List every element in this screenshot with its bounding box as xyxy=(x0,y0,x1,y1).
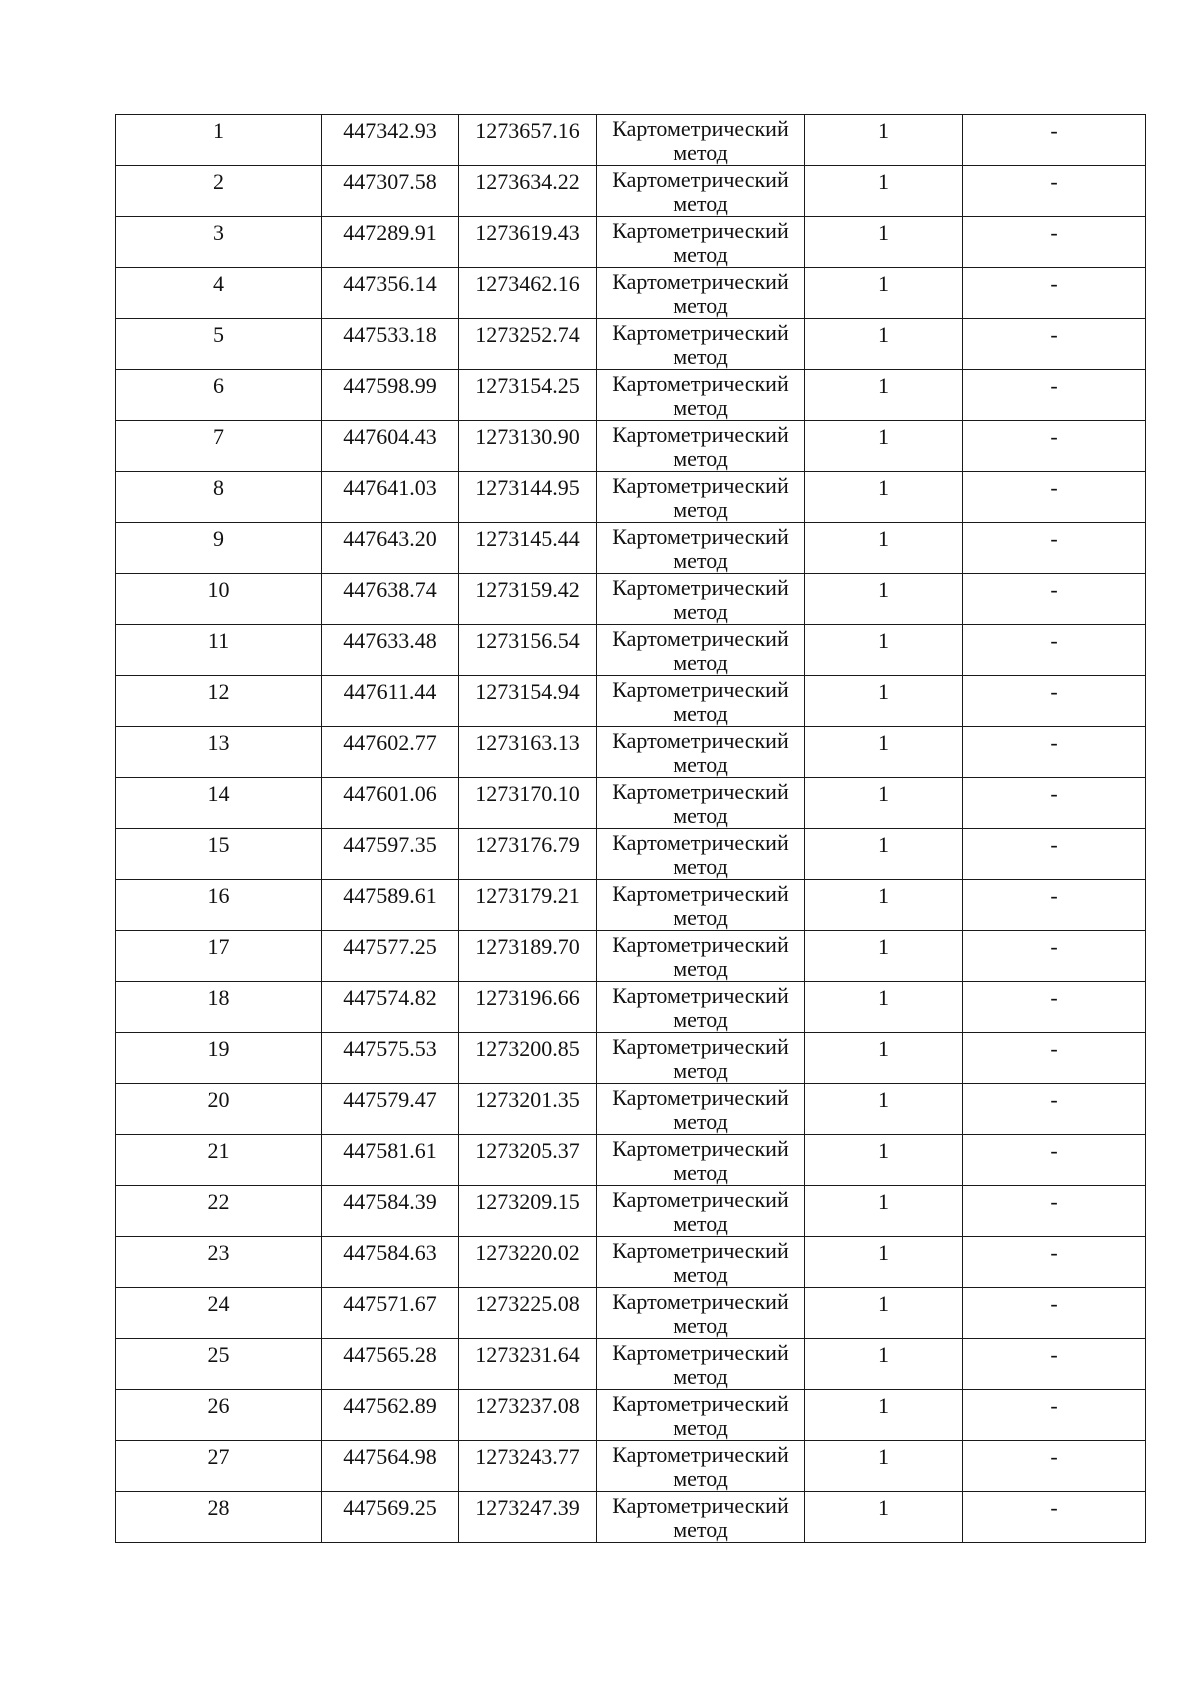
note-cell: - xyxy=(963,880,1146,931)
accuracy-cell: 1 xyxy=(805,1135,963,1186)
method-cell: Картометрический метод xyxy=(597,1288,805,1339)
accuracy-cell: 1 xyxy=(805,880,963,931)
note-cell: - xyxy=(963,625,1146,676)
y-coordinate-cell: 1273179.21 xyxy=(459,880,597,931)
table-row xyxy=(116,931,1146,982)
method-cell: Картометрический метод xyxy=(597,727,805,778)
point-number-cell: 8 xyxy=(116,472,322,523)
x-coordinate-cell: 447571.67 xyxy=(322,1288,459,1339)
accuracy-cell: 1 xyxy=(805,268,963,319)
y-coordinate-cell: 1273462.16 xyxy=(459,268,597,319)
table-row xyxy=(116,1492,1146,1543)
accuracy-cell: 1 xyxy=(805,115,963,166)
accuracy-cell: 1 xyxy=(805,574,963,625)
table-row xyxy=(116,880,1146,931)
point-number-cell: 3 xyxy=(116,217,322,268)
note-cell: - xyxy=(963,1288,1146,1339)
point-number-cell: 23 xyxy=(116,1237,322,1288)
table-row xyxy=(116,166,1146,217)
x-coordinate-cell: 447601.06 xyxy=(322,778,459,829)
accuracy-cell: 1 xyxy=(805,829,963,880)
x-coordinate-cell: 447584.63 xyxy=(322,1237,459,1288)
x-coordinate-cell: 447307.58 xyxy=(322,166,459,217)
note-cell: - xyxy=(963,778,1146,829)
x-coordinate-cell: 447611.44 xyxy=(322,676,459,727)
accuracy-cell: 1 xyxy=(805,778,963,829)
note-cell: - xyxy=(963,370,1146,421)
point-number-cell: 16 xyxy=(116,880,322,931)
accuracy-cell: 1 xyxy=(805,931,963,982)
note-cell: - xyxy=(963,268,1146,319)
table-row xyxy=(116,1237,1146,1288)
note-cell: - xyxy=(963,727,1146,778)
x-coordinate-cell: 447342.93 xyxy=(322,115,459,166)
y-coordinate-cell: 1273205.37 xyxy=(459,1135,597,1186)
x-coordinate-cell: 447579.47 xyxy=(322,1084,459,1135)
note-cell: - xyxy=(963,1135,1146,1186)
point-number-cell: 25 xyxy=(116,1339,322,1390)
point-number-cell: 14 xyxy=(116,778,322,829)
x-coordinate-cell: 447562.89 xyxy=(322,1390,459,1441)
note-cell: - xyxy=(963,217,1146,268)
table-row xyxy=(116,1084,1146,1135)
coordinates-table-body xyxy=(116,115,1146,1543)
accuracy-cell: 1 xyxy=(805,1339,963,1390)
point-number-cell: 28 xyxy=(116,1492,322,1543)
x-coordinate-cell: 447597.35 xyxy=(322,829,459,880)
note-cell: - xyxy=(963,115,1146,166)
method-cell: Картометрический метод xyxy=(597,1339,805,1390)
note-cell: - xyxy=(963,166,1146,217)
accuracy-cell: 1 xyxy=(805,1186,963,1237)
x-coordinate-cell: 447356.14 xyxy=(322,268,459,319)
y-coordinate-cell: 1273196.66 xyxy=(459,982,597,1033)
y-coordinate-cell: 1273144.95 xyxy=(459,472,597,523)
note-cell: - xyxy=(963,676,1146,727)
point-number-cell: 2 xyxy=(116,166,322,217)
y-coordinate-cell: 1273209.15 xyxy=(459,1186,597,1237)
note-cell: - xyxy=(963,319,1146,370)
x-coordinate-cell: 447584.39 xyxy=(322,1186,459,1237)
y-coordinate-cell: 1273176.79 xyxy=(459,829,597,880)
y-coordinate-cell: 1273619.43 xyxy=(459,217,597,268)
accuracy-cell: 1 xyxy=(805,166,963,217)
point-number-cell: 11 xyxy=(116,625,322,676)
accuracy-cell: 1 xyxy=(805,1033,963,1084)
method-cell: Картометрический метод xyxy=(597,625,805,676)
note-cell: - xyxy=(963,1492,1146,1543)
y-coordinate-cell: 1273154.94 xyxy=(459,676,597,727)
point-number-cell: 20 xyxy=(116,1084,322,1135)
table-row xyxy=(116,1033,1146,1084)
accuracy-cell: 1 xyxy=(805,319,963,370)
table-row xyxy=(116,778,1146,829)
accuracy-cell: 1 xyxy=(805,1390,963,1441)
y-coordinate-cell: 1273170.10 xyxy=(459,778,597,829)
y-coordinate-cell: 1273156.54 xyxy=(459,625,597,676)
x-coordinate-cell: 447602.77 xyxy=(322,727,459,778)
note-cell: - xyxy=(963,472,1146,523)
note-cell: - xyxy=(963,931,1146,982)
y-coordinate-cell: 1273189.70 xyxy=(459,931,597,982)
point-number-cell: 21 xyxy=(116,1135,322,1186)
table-row xyxy=(116,319,1146,370)
y-coordinate-cell: 1273130.90 xyxy=(459,421,597,472)
note-cell: - xyxy=(963,1084,1146,1135)
table-row xyxy=(116,472,1146,523)
accuracy-cell: 1 xyxy=(805,217,963,268)
table-row xyxy=(116,625,1146,676)
y-coordinate-cell: 1273657.16 xyxy=(459,115,597,166)
x-coordinate-cell: 447604.43 xyxy=(322,421,459,472)
x-coordinate-cell: 447565.28 xyxy=(322,1339,459,1390)
x-coordinate-cell: 447577.25 xyxy=(322,931,459,982)
method-cell: Картометрический метод xyxy=(597,931,805,982)
accuracy-cell: 1 xyxy=(805,982,963,1033)
x-coordinate-cell: 447589.61 xyxy=(322,880,459,931)
y-coordinate-cell: 1273159.42 xyxy=(459,574,597,625)
y-coordinate-cell: 1273231.64 xyxy=(459,1339,597,1390)
table-row xyxy=(116,829,1146,880)
point-number-cell: 6 xyxy=(116,370,322,421)
y-coordinate-cell: 1273145.44 xyxy=(459,523,597,574)
method-cell: Картометрический метод xyxy=(597,829,805,880)
point-number-cell: 24 xyxy=(116,1288,322,1339)
accuracy-cell: 1 xyxy=(805,1237,963,1288)
method-cell: Картометрический метод xyxy=(597,166,805,217)
note-cell: - xyxy=(963,829,1146,880)
table-row xyxy=(116,370,1146,421)
note-cell: - xyxy=(963,1033,1146,1084)
table-row xyxy=(116,574,1146,625)
table-row xyxy=(116,676,1146,727)
table-row xyxy=(116,727,1146,778)
method-cell: Картометрический метод xyxy=(597,268,805,319)
accuracy-cell: 1 xyxy=(805,727,963,778)
accuracy-cell: 1 xyxy=(805,472,963,523)
table-row xyxy=(116,115,1146,166)
y-coordinate-cell: 1273201.35 xyxy=(459,1084,597,1135)
y-coordinate-cell: 1273220.02 xyxy=(459,1237,597,1288)
accuracy-cell: 1 xyxy=(805,1288,963,1339)
point-number-cell: 18 xyxy=(116,982,322,1033)
point-number-cell: 22 xyxy=(116,1186,322,1237)
method-cell: Картометрический метод xyxy=(597,523,805,574)
y-coordinate-cell: 1273247.39 xyxy=(459,1492,597,1543)
note-cell: - xyxy=(963,1441,1146,1492)
accuracy-cell: 1 xyxy=(805,1441,963,1492)
x-coordinate-cell: 447574.82 xyxy=(322,982,459,1033)
y-coordinate-cell: 1273200.85 xyxy=(459,1033,597,1084)
point-number-cell: 10 xyxy=(116,574,322,625)
x-coordinate-cell: 447598.99 xyxy=(322,370,459,421)
table-row xyxy=(116,421,1146,472)
coordinates-table xyxy=(115,114,1146,1543)
point-number-cell: 9 xyxy=(116,523,322,574)
method-cell: Картометрический метод xyxy=(597,574,805,625)
point-number-cell: 7 xyxy=(116,421,322,472)
accuracy-cell: 1 xyxy=(805,625,963,676)
x-coordinate-cell: 447581.61 xyxy=(322,1135,459,1186)
y-coordinate-cell: 1273243.77 xyxy=(459,1441,597,1492)
note-cell: - xyxy=(963,1237,1146,1288)
method-cell: Картометрический метод xyxy=(597,370,805,421)
accuracy-cell: 1 xyxy=(805,1492,963,1543)
method-cell: Картометрический метод xyxy=(597,217,805,268)
x-coordinate-cell: 447641.03 xyxy=(322,472,459,523)
accuracy-cell: 1 xyxy=(805,1084,963,1135)
y-coordinate-cell: 1273634.22 xyxy=(459,166,597,217)
table-row xyxy=(116,217,1146,268)
table-row xyxy=(116,1339,1146,1390)
table-row xyxy=(116,1135,1146,1186)
point-number-cell: 19 xyxy=(116,1033,322,1084)
y-coordinate-cell: 1273163.13 xyxy=(459,727,597,778)
y-coordinate-cell: 1273154.25 xyxy=(459,370,597,421)
note-cell: - xyxy=(963,1339,1146,1390)
y-coordinate-cell: 1273252.74 xyxy=(459,319,597,370)
method-cell: Картометрический метод xyxy=(597,778,805,829)
accuracy-cell: 1 xyxy=(805,370,963,421)
note-cell: - xyxy=(963,1186,1146,1237)
x-coordinate-cell: 447289.91 xyxy=(322,217,459,268)
table-row xyxy=(116,523,1146,574)
table-row xyxy=(116,1288,1146,1339)
method-cell: Картометрический метод xyxy=(597,1135,805,1186)
table-row xyxy=(116,1186,1146,1237)
table-row xyxy=(116,268,1146,319)
note-cell: - xyxy=(963,982,1146,1033)
point-number-cell: 17 xyxy=(116,931,322,982)
method-cell: Картометрический метод xyxy=(597,1390,805,1441)
point-number-cell: 1 xyxy=(116,115,322,166)
method-cell: Картометрический метод xyxy=(597,1492,805,1543)
method-cell: Картометрический метод xyxy=(597,1237,805,1288)
method-cell: Картометрический метод xyxy=(597,676,805,727)
x-coordinate-cell: 447569.25 xyxy=(322,1492,459,1543)
note-cell: - xyxy=(963,421,1146,472)
method-cell: Картометрический метод xyxy=(597,1084,805,1135)
accuracy-cell: 1 xyxy=(805,523,963,574)
accuracy-cell: 1 xyxy=(805,676,963,727)
x-coordinate-cell: 447575.53 xyxy=(322,1033,459,1084)
method-cell: Картометрический метод xyxy=(597,880,805,931)
x-coordinate-cell: 447533.18 xyxy=(322,319,459,370)
y-coordinate-cell: 1273225.08 xyxy=(459,1288,597,1339)
point-number-cell: 4 xyxy=(116,268,322,319)
method-cell: Картометрический метод xyxy=(597,1186,805,1237)
method-cell: Картометрический метод xyxy=(597,1033,805,1084)
x-coordinate-cell: 447638.74 xyxy=(322,574,459,625)
note-cell: - xyxy=(963,523,1146,574)
point-number-cell: 27 xyxy=(116,1441,322,1492)
note-cell: - xyxy=(963,574,1146,625)
x-coordinate-cell: 447564.98 xyxy=(322,1441,459,1492)
method-cell: Картометрический метод xyxy=(597,1441,805,1492)
x-coordinate-cell: 447643.20 xyxy=(322,523,459,574)
accuracy-cell: 1 xyxy=(805,421,963,472)
method-cell: Картометрический метод xyxy=(597,319,805,370)
table-row xyxy=(116,982,1146,1033)
x-coordinate-cell: 447633.48 xyxy=(322,625,459,676)
point-number-cell: 15 xyxy=(116,829,322,880)
point-number-cell: 12 xyxy=(116,676,322,727)
y-coordinate-cell: 1273237.08 xyxy=(459,1390,597,1441)
point-number-cell: 26 xyxy=(116,1390,322,1441)
table-row xyxy=(116,1441,1146,1492)
method-cell: Картометрический метод xyxy=(597,421,805,472)
method-cell: Картометрический метод xyxy=(597,982,805,1033)
method-cell: Картометрический метод xyxy=(597,115,805,166)
point-number-cell: 13 xyxy=(116,727,322,778)
point-number-cell: 5 xyxy=(116,319,322,370)
method-cell: Картометрический метод xyxy=(597,472,805,523)
table-row xyxy=(116,1390,1146,1441)
note-cell: - xyxy=(963,1390,1146,1441)
